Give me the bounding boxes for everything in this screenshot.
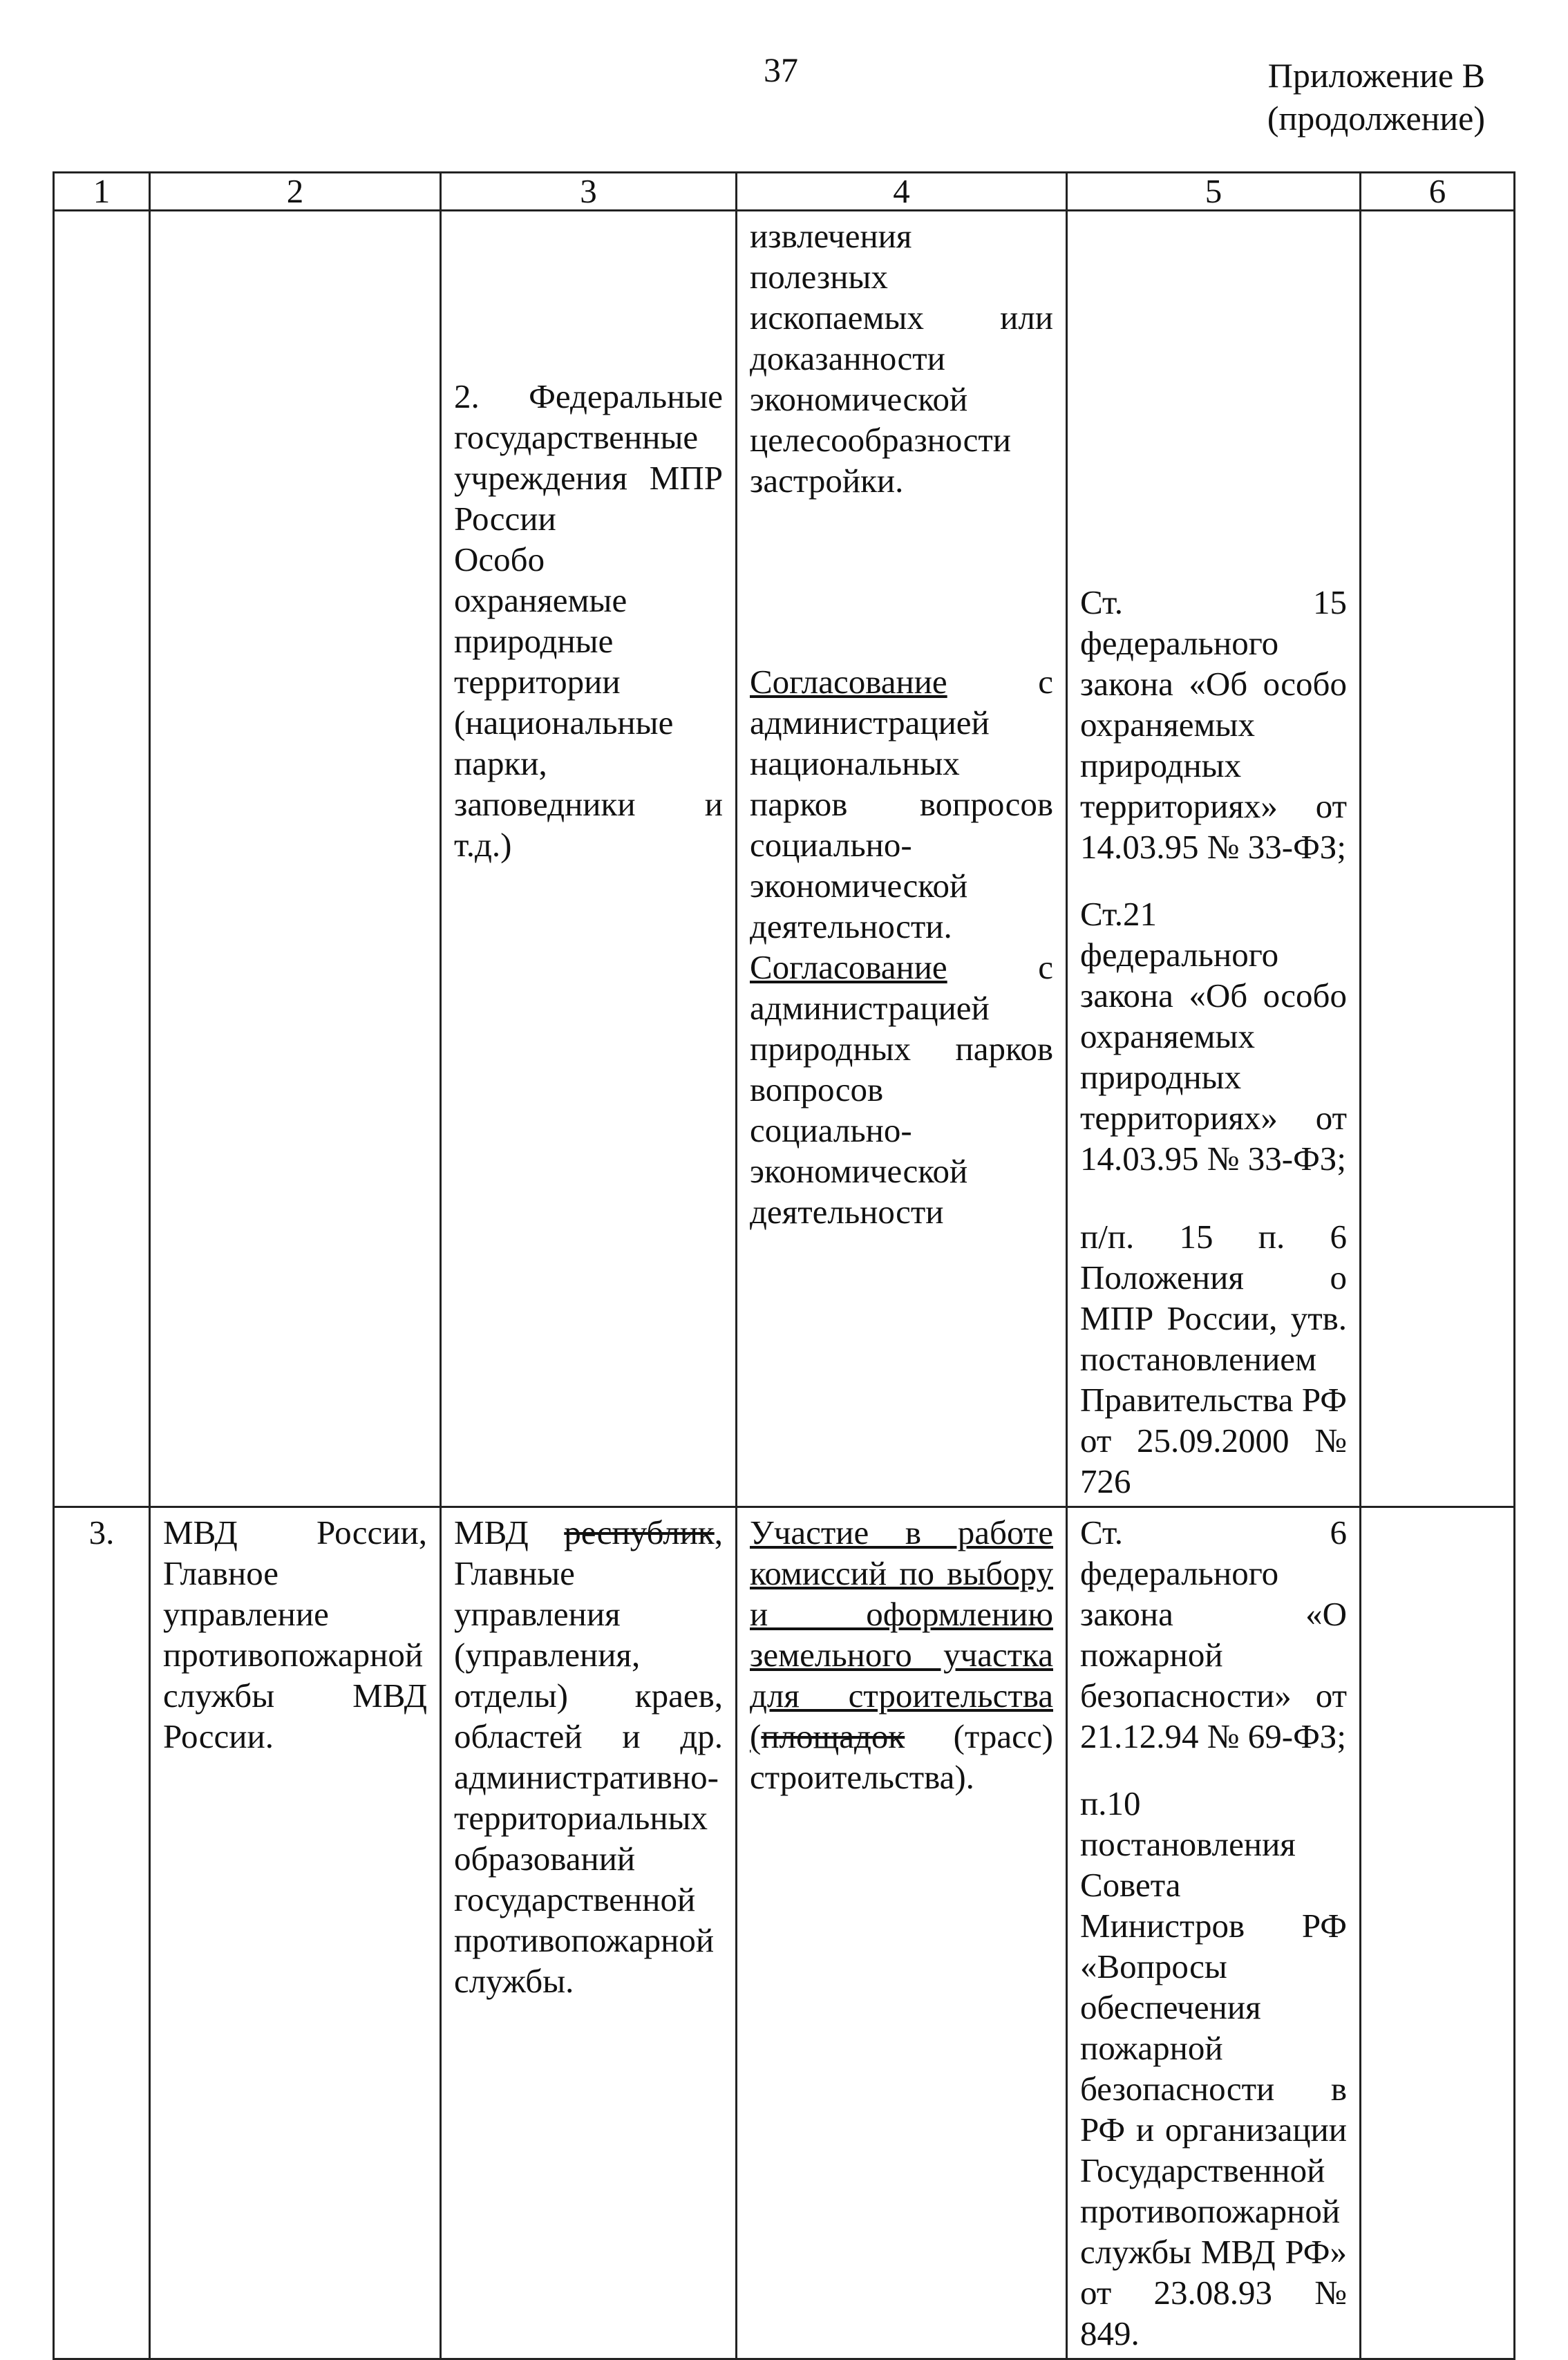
appendix-continuation: (продолжение) [1267, 99, 1485, 138]
row1-col3 [441, 211, 737, 1507]
row1-col5 [1067, 211, 1361, 1507]
legal-basis-article-15: Ст. 15 федерального закона «Об особо охраняемых природных территориях» от 14.03.95 № 33-ФЗ; [1080, 583, 1347, 866]
council-of-ministers-resolution: п.10 постановления Совета Министров РФ «Вопросы обеспечения пожарной безопасности в РФ и организации Государственной противопожарной службы МВД РФ» от 23.08.93 № 849. [1080, 1784, 1347, 2352]
row2-duties [737, 1507, 1067, 2359]
row2-legal-basis [1067, 1507, 1361, 2359]
continued-requirement-text: извлечения полезных ископаемых или доказанности экономической целесообразности застройки. [750, 217, 1053, 500]
table-row [54, 211, 1515, 1507]
column-header-2: 2 [150, 173, 441, 211]
fire-safety-law-article-6: Ст. 6 федерального закона «О пожарной безопасности» от 21.12.94 № 69-ФЗ; [1080, 1513, 1347, 1755]
row1-col2 [150, 211, 441, 1507]
column-header-5: 5 [1067, 173, 1361, 211]
routes-construction-text: (трасс) строительства). [750, 1717, 1053, 1796]
row1-col4 [737, 211, 1067, 1507]
national-parks-approval-text: с администрацией национальных парков вопросов социально-экономической деятельности. [750, 663, 1053, 945]
row1-col1 [54, 211, 150, 1507]
protected-areas-text: Особо охраняемые природные территории (национальные парки, заповедники и т.д.) [454, 540, 723, 864]
mvd-prefix: МВД [454, 1513, 565, 1551]
legal-basis-article-21: Ст.21 федерального закона «Об особо охраняемых природных территориях» от 14.03.95 № 33-ФЗ; [1080, 895, 1347, 1178]
nature-parks-approval-text: с администрацией природных парков вопросов социально-экономической деятельности [750, 948, 1053, 1231]
page-number: 37 [764, 50, 798, 89]
nature-parks-approval [750, 947, 1053, 1232]
mpr-institutions-title: 2. Федеральные государственные учреждения МПР России [454, 377, 723, 538]
national-parks-approval [750, 661, 1053, 947]
row2-subordinate-bodies [441, 1507, 737, 2359]
column-header-1: 1 [54, 173, 150, 211]
appendix-title: Приложение В [1267, 56, 1485, 95]
subordinate-bodies-text: , Главные управления (управления, отделы) краев, областей и др. административно-территориальных образований государственной противопожарной службы. [454, 1513, 723, 2000]
column-header-4: 4 [737, 173, 1067, 211]
row2-authority: МВД России, Главное управление противопожарной службы МВД России. [150, 1507, 441, 2359]
approval-label-underlined: Согласование [750, 663, 947, 701]
column-header-3: 3 [441, 173, 737, 211]
row2-col6 [1361, 1507, 1515, 2359]
table-row [54, 1507, 1515, 2359]
commission-participation-underlined: Участие в работе комиссий по выбору и оформлению земельного участка для строительства ( [750, 1513, 1053, 1755]
row1-col6 [1361, 211, 1515, 1507]
appendix-label [1267, 54, 1485, 140]
struck-word-sites: площадок [761, 1717, 905, 1755]
approval-label-underlined: Согласование [750, 948, 947, 986]
column-number-row [54, 173, 1515, 211]
regulation-table [53, 171, 1515, 2360]
row2-number: 3. [54, 1507, 150, 2359]
legal-basis-mpr-regulation: п/п. 15 п. 6 Положения о МПР России, утв. постановлением Правительства РФ от 25.09.2000 № 726 [1080, 1218, 1347, 1500]
struck-word-republics: республик [564, 1513, 715, 1551]
column-header-6: 6 [1361, 173, 1515, 211]
